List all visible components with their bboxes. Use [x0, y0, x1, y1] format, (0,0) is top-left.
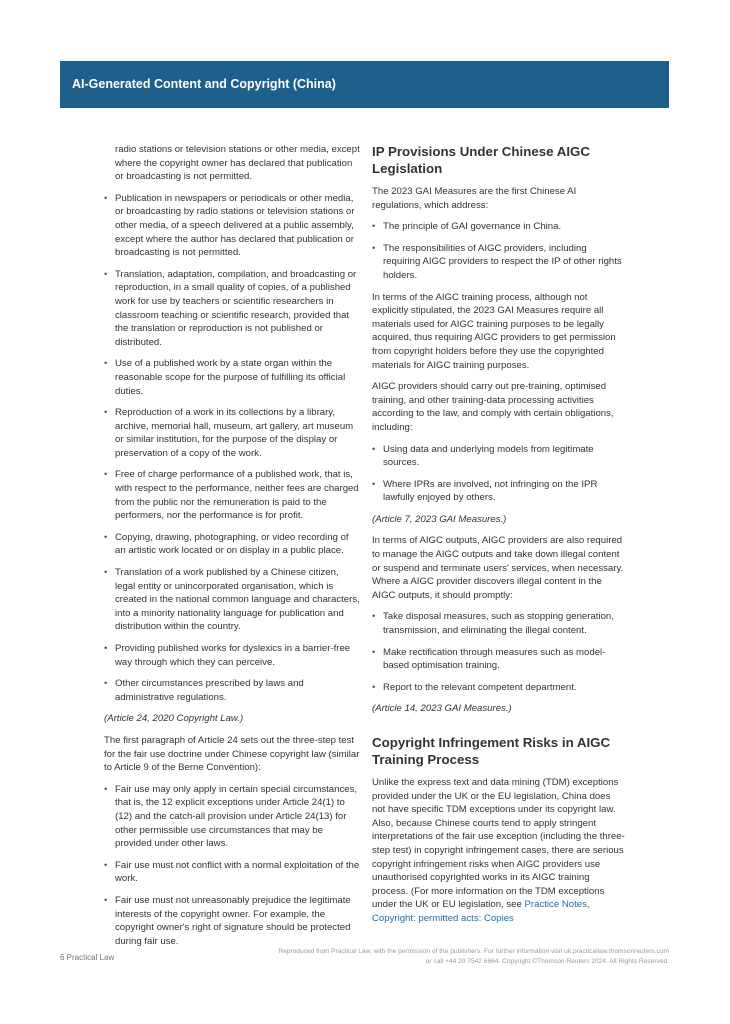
paragraph: In terms of the AIGC training process, although not explicitly stipulated, the 2023 GAI Measures require all materials used for AIGC training purposes to be legally acquired, thus requiring AIGC providers to get permission from copyright holders before they use the copyrighted materials for AIGC training purposes.	[372, 291, 616, 371]
citation: (Article 14, 2023 GAI Measures.)	[372, 703, 512, 715]
list-item: • Free of charge performance of a published work, that is, with respect to the performance, neither fees are charged from the public nor the remuneration is paid to the performers, nor the performance is for profit.	[104, 468, 360, 522]
list-item: • Reproduction of a work in its collections by a library, archive, memorial hall, museum, art gallery, art museum or similar institution, for the purpose of the display or preservation of a copy of the work.	[104, 406, 360, 460]
paragraph: The 2023 GAI Measures are the first Chinese AI regulations, which address:	[372, 186, 577, 211]
copyright-notice	[229, 947, 669, 967]
list-item: • Use of a published work by a state organ within the reasonable scope for the purpose of fulfilling its official duties.	[104, 357, 360, 398]
list-item: • The principle of GAI governance in China.	[372, 220, 626, 234]
list-item: • Translation, adaptation, compilation, and broadcasting or reproduction, in a small quality of copies, of a published work for use by teachers or scientific researchers in classroom teaching or scientific research, provided that the translation or reproduction is not published or distributed.	[104, 268, 360, 350]
list-item: • The responsibilities of AIGC providers, including requiring AIGC providers to respect the IP of other rights holders.	[372, 242, 626, 283]
gai-measures-list	[372, 220, 626, 282]
left-column	[104, 143, 360, 956]
paragraph-text: Unlike the express text and data mining (TDM) exceptions provided under the UK or the EU legislation, China does not have specific TDM exceptions under its copyright law. Also, because Chinese courts tend to apply stringent interpretations of the fair use exception (including the three-step test) in copyright infringement cases, there are serious copyright infringement risks when AIGC providers use unauthorised copyrighted works in its AIGC training process. (For more information on the TDM exceptions under the UK or EU legislation, see	[372, 777, 625, 911]
copyright-line: Reproduced from Practical Law, with the permission of the publishers. For further information visit uk.practicallaw.thomsonreuters.com	[278, 948, 669, 955]
fair-use-exceptions-list	[104, 192, 360, 705]
practice-notes-link[interactable]: Practice Notes, Copyright: permitted acts: Copies	[372, 899, 590, 924]
citation: (Article 24, 2020 Copyright Law.)	[104, 713, 244, 725]
section-heading: Copyright Infringement Risks in AIGC Training Process	[372, 735, 611, 767]
list-item: • Fair use must not unreasonably prejudice the legitimate interests of the copyright owner. For example, the copyright owner's right of signature should be protected during fair use.	[104, 894, 360, 948]
three-step-test-list	[104, 783, 360, 949]
list-item: • Providing published works for dyslexics in a barrier-free way through which they can perceive.	[104, 642, 360, 669]
list-item: • Take disposal measures, such as stopping generation, transmission, and eliminating the illegal content.	[372, 610, 626, 637]
copyright-line: or call +44 20 7542 6664. Copyright ©Thomson Reuters 2024. All Rights Reserved.	[425, 958, 669, 965]
list-item: • Fair use may only apply in certain special circumstances, that is, the 12 explicit exceptions under Article 24(1) to (12) and the catch-all provision under Article 24(13) for other permissible use circumstances that may be provided under other laws.	[104, 783, 360, 851]
document-header-bar	[60, 61, 669, 108]
paragraph	[372, 776, 626, 926]
section-heading: IP Provisions Under Chinese AIGC Legislation	[372, 144, 590, 176]
list-item: • Using data and underlying models from legitimate sources.	[372, 443, 626, 470]
citation: (Article 7, 2023 GAI Measures.)	[372, 513, 507, 525]
list-item: • Where IPRs are involved, not infringing on the IPR lawfully enjoyed by others.	[372, 478, 626, 505]
page-number: 6 Practical Law	[60, 953, 115, 962]
list-item: • Other circumstances prescribed by laws and administrative regulations.	[104, 677, 360, 704]
list-item: • Report to the relevant competent department.	[372, 681, 626, 695]
list-item: • Publication in newspapers or periodicals or other media, or broadcasting by radio stations or television stations or other media, of a speech delivered at a public assembly, except where the author has declared that publication or broadcasting is not permitted.	[104, 192, 360, 260]
paragraph: In terms of AIGC outputs, AIGC providers are also required to manage the AIGC outputs and take down illegal content or suspend and terminate users' services, when necessary. Where a AIGC provider discovers illegal content in the AIGC outputs, it should promptly:	[372, 535, 624, 601]
list-item: • Copying, drawing, photographing, or video recording of an artistic work located or on display in a public place.	[104, 531, 360, 558]
list-item: • Translation of a work published by a Chinese citizen, legal entity or unincorporated organisation, which is created in the national common language and characters, into a minority nationality language for publication and distribution within the country.	[104, 566, 360, 634]
document-title: AI-Generated Content and Copyright (China)	[72, 77, 336, 91]
paragraph: AIGC providers should carry out pre-training, optimised training, and other training-data processing activities according to the law, and comply with certain obligations, including:	[372, 381, 614, 433]
continued-bullet-text: radio stations or television stations or other media, except where the copyright owner has declared that publication or broadcasting is not permitted.	[115, 144, 360, 183]
list-item: • Make rectification through measures such as model-based optimisation training.	[372, 646, 626, 673]
list-item: • Fair use must not conflict with a normal exploitation of the work.	[104, 859, 360, 886]
paragraph: The first paragraph of Article 24 sets out the three-step test for the fair use doctrine under Chinese copyright law (similar to Article 9 of the Berne Convention):	[104, 734, 360, 774]
obligations-list	[372, 443, 626, 505]
illegal-content-measures-list	[372, 610, 626, 694]
right-column	[372, 143, 626, 934]
